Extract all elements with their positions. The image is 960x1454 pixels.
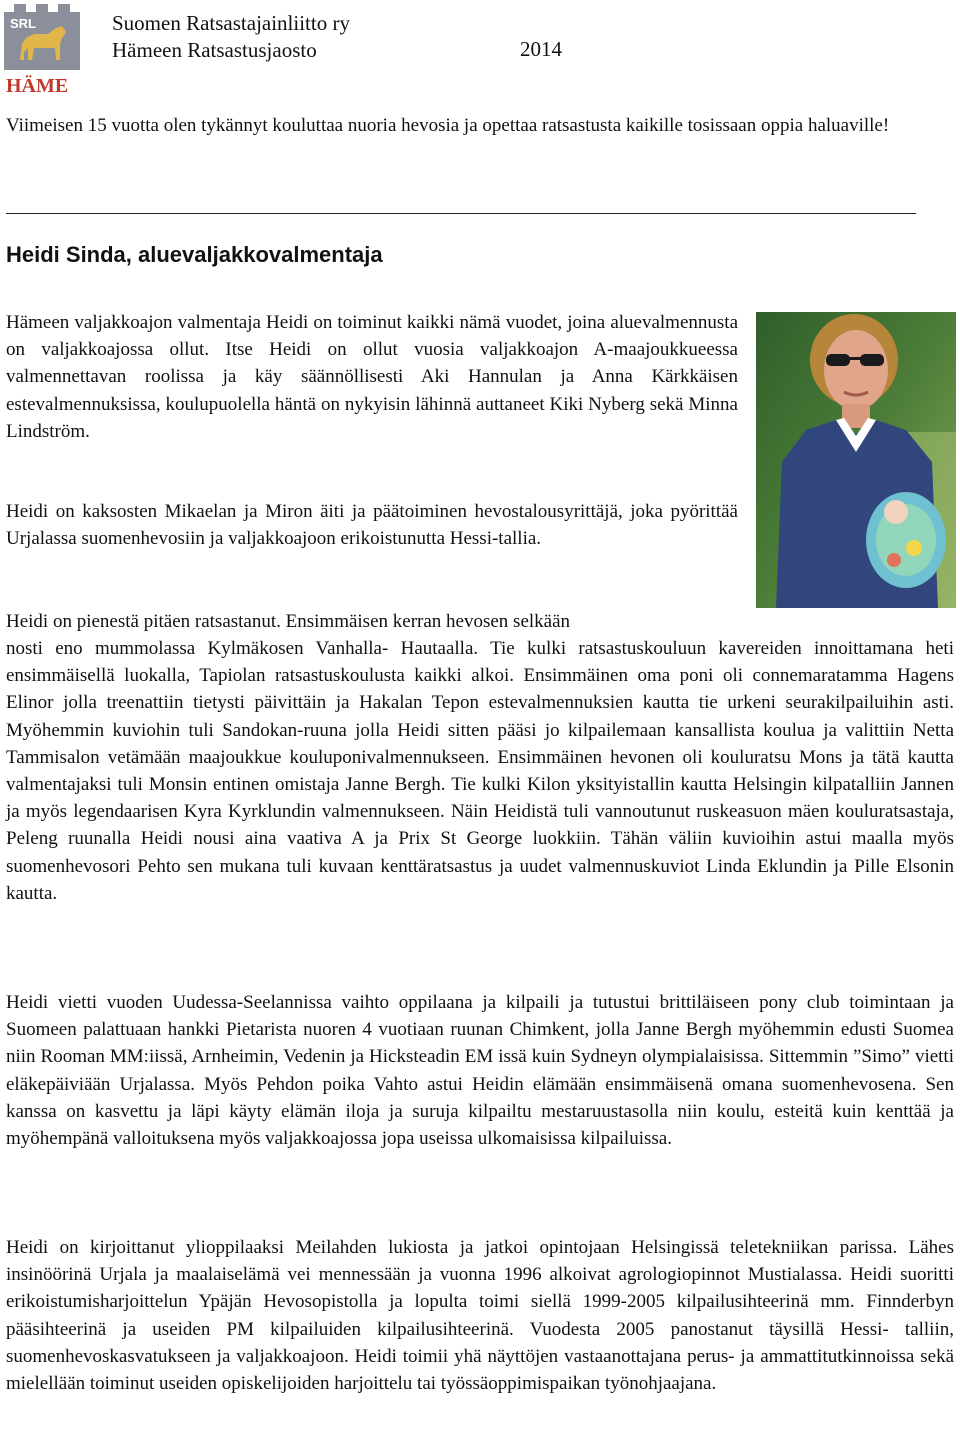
org-line-2: Hämeen Ratsastusjaosto (112, 38, 317, 62)
page-header (0, 0, 960, 100)
header-year: 2014 (520, 37, 562, 61)
section-divider (6, 213, 916, 214)
paragraph-1: Hämeen valjakkoajon valmentaja Heidi on toiminut kaikki nämä vuodet, joina aluevalmennusta on valjakkoajossa ollut. Itse Heidi on ollut vuosia valjakkoajon A-maajoukkueessa valmennettavan roolissa ja käy säännöllisesti Aki Hannulan ja Anna Kärkkäisen estevalmennuksissa, koulupuolella häntä on nykyisin lähinnä auttaneet Kiki Nyberg sekä Minna Lindström. (6, 312, 738, 442)
logo-top-text: SRL (10, 16, 36, 31)
org-line-1: Suomen Ratsastajainliitto ry (112, 11, 350, 35)
organization-name (112, 10, 350, 64)
paragraph-4: Heidi vietti vuoden Uudessa-Seelannissa vaihto oppilaana ja kilpaili ja tutustui brittiläiseen pony club toimintaan ja Suomeen palattuaan hankki Pietarista nuoren 4 vuotiaan ruunan Chimkent, jolla Janne Bergh myöhemmin edusti Suomea niin Rooman MM:iissä, Arnheimin, Vedenin ja Hicksteadin EM issä kuin Sydneyn olympialaisissa. Sittemmin ”Simo” vietti eläkepäiviään Urjalassa. Myös Pehdon poika Vahto astui Heidin elämään ensimmäisenä omana suomenhevosena. Sen kanssa on kasvettu ja läpi käyty elämän iloja ja suruja kilpailtu mestaruustasolla niin koulu, esteitä kuin kenttää ja myöhempänä valloituksena myös valjakkoajossa jopa useissa ulkomaisissa kilpailuissa. (6, 992, 954, 1150)
paragraph-2: Heidi on kaksosten Mikaelan ja Miron äiti ja päätoiminen hevostalousyrittäjä, joka pyörittää Urjalassa suomenhevosiin ja valjakkoajoon erikoistunutta Hessi-tallia. (6, 501, 738, 550)
srl-hame-logo (4, 4, 80, 96)
section-title: Heidi Sinda, aluevaljakkovalmentaja (6, 242, 383, 267)
logo-bottom-text: HÄME (6, 75, 69, 96)
intro-paragraph: Viimeisen 15 vuotta olen tykännyt kouluttaa nuoria hevosia ja opettaa ratsastusta kaikille tosissaan oppia haluaville! (6, 115, 890, 136)
paragraph-5: Heidi on kirjoittanut ylioppilaaksi Meilahden lukiosta ja jatkoi opintojaan Helsingissä teletekniikan parissa. Lähes insinöörinä Urjala ja maalaiselämä vei mennessään ja vuonna 1996 alkoivat agrologiopinnot Mustialassa. Heidi suoritti erikoistumisharjoittelun Ypäjän Hevosopistolla ja lopulta toimi siellä 1999-2005 kilpailusihteerinä mm. Finnderbyn pääsihteerinä ja useiden PM kilpailuiden kilpailusihteerinä. Vuodesta 2005 panostanut täysillä Hessi- talliin, suomenhevoskasvatukseen ja valjakkoajoon. Heidi toimii yhä näyttöjen vastaanottajana perus- ja ammattitutkinnoissa sekä mielellään toiminut useiden opiskelijoiden harjoittelu tai työssäoppimispaikan työnohjaajana. (6, 1237, 954, 1395)
paragraph-3: nosti eno mummolassa Kylmäkosen Vanhalla- Hautaalla. Tie kulki ratsastuskouluun kavereiden innoittamana heti ensimmäisellä luokalla, Tapiolan ratsastuskoulusta kaikki alkoi. Ensimmäinen oma poni oli connemaratamma Hagens Elinor jolla treenattiin tietysti päivittäin ja Hakalan Tepon estevalmennuksien kautta tie urkeni seurakilpailuihin asti. Myöhemmin kuviohin tuli Sandokan-ruuna jolla Heidi sitten pääsi jo kilpailemaan kansallista koulua ja valittiin Netta Tammisalon vetämään maajoukkue kouluponivalmennukseen. Ensimmäinen hevonen oli kouluratsu Mons ja tätä kautta valmentajaksi tuli Monsin entinen omistaja Janne Bergh. Tie kulki Kilon yksityistallin kautta Helsingin kilpatalliin Jannen ja myös legendaarisen Kyra Kyrklundin valmennukseen. Näin Heidistä tuli vannoutunut ruskeasuon mäen kouluratsastaja, Peleng ruunalla Heidi nousi aina vaativa A ja Prix St George luokkiin. Tähän väliin kuvioihin astui maalla myös suomenhevosori Pehto sen mukana tuli kuvaan kenttäratsastus ja uudet valmennuskuviot Linda Eklundin ja Pille Elsonin kautta. (6, 638, 954, 904)
paragraph-3-lead: Heidi on pienestä pitäen ratsastanut. Ensimmäisen kerran hevosen selkään (6, 611, 571, 632)
portrait-photo (756, 312, 956, 608)
